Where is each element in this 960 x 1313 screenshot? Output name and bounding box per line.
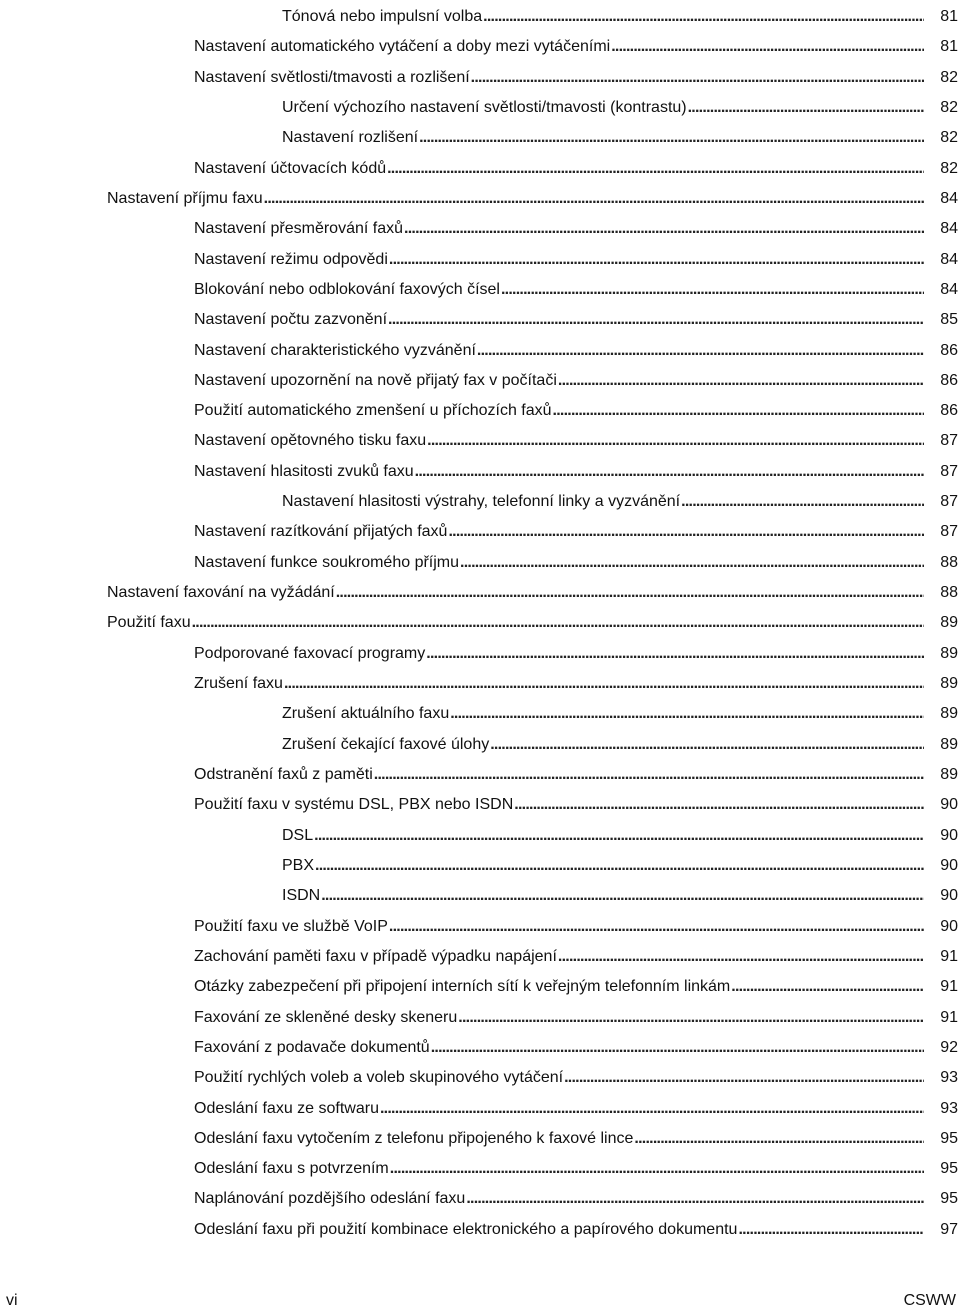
toc-dot-leader	[389, 250, 924, 270]
toc-entry-label: Určení výchozího nastavení světlosti/tmavosti (kontrastu)	[282, 98, 687, 116]
toc-dot-leader	[415, 462, 924, 482]
toc-dot-leader	[681, 492, 924, 512]
toc-entry-label: Nastavení charakteristického vyzvánění	[194, 341, 476, 359]
toc-entry-label: Tónová nebo impulsní volba	[282, 8, 483, 25]
toc-entry[interactable]	[194, 907, 958, 937]
toc-entry[interactable]	[282, 876, 958, 906]
toc-entry[interactable]	[194, 664, 958, 694]
toc-dot-leader	[388, 310, 924, 330]
toc-entry-label: Nastavení faxování na vyžádání	[107, 584, 335, 602]
toc-entry-label: Odeslání faxu ze softwaru	[194, 1099, 379, 1117]
toc-dot-leader	[390, 1159, 924, 1179]
toc-entry[interactable]	[194, 1149, 958, 1179]
toc-entry[interactable]	[282, 0, 958, 27]
toc-entry-page-number: 89	[940, 705, 958, 723]
toc-entry-page-number: 95	[940, 1160, 958, 1178]
toc-dot-leader	[558, 947, 924, 967]
toc-entry[interactable]	[194, 967, 958, 997]
toc-entry-page-number: 88	[940, 584, 958, 602]
toc-dot-leader	[404, 219, 924, 239]
toc-dot-leader	[419, 128, 924, 148]
toc-entry-page-number: 87	[940, 493, 958, 511]
toc-entry-page-number: 84	[940, 250, 958, 268]
toc-entry-label: Blokování nebo odblokování faxových čísel	[194, 280, 500, 298]
toc-entry-label: Nastavení rozlišení	[282, 129, 419, 147]
toc-entry-page-number: 88	[940, 553, 958, 571]
toc-entry-page-number: 89	[940, 644, 958, 662]
toc-dot-leader	[336, 583, 924, 603]
toc-entry[interactable]	[194, 1028, 958, 1058]
toc-entry-page-number: 95	[940, 1129, 958, 1147]
footer-doc-code: CSWW	[903, 1292, 956, 1309]
toc-dot-leader	[501, 280, 924, 300]
toc-entry[interactable]	[107, 603, 958, 633]
toc-entry[interactable]	[194, 755, 958, 785]
toc-entry[interactable]	[194, 1089, 958, 1119]
toc-entry-page-number: 84	[940, 189, 958, 207]
toc-entry-page-number: 90	[940, 796, 958, 814]
toc-entry[interactable]	[194, 361, 958, 391]
toc-entry[interactable]	[282, 694, 958, 724]
toc-dot-leader	[389, 917, 924, 937]
toc-dot-leader	[192, 613, 924, 633]
toc-entry-page-number: 87	[940, 462, 958, 480]
toc-entry[interactable]	[194, 58, 958, 88]
toc-dot-leader	[731, 977, 924, 997]
toc-entry-page-number: 82	[940, 98, 958, 116]
toc-entry-label: Nastavení světlosti/tmavosti a rozlišení	[194, 68, 470, 86]
toc-entry-page-number: 90	[940, 856, 958, 874]
toc-entry-label: Faxování ze skleněné desky skeneru	[194, 1008, 458, 1026]
toc-entry[interactable]	[107, 573, 958, 603]
toc-entry-page-number: 93	[940, 1069, 958, 1087]
toc-entry-label: Nastavení razítkování přijatých faxů	[194, 523, 448, 541]
toc-entry[interactable]	[194, 149, 958, 179]
toc-entry-page-number: 81	[940, 8, 958, 25]
toc-entry-page-number: 91	[940, 947, 958, 965]
toc-dot-leader	[490, 735, 924, 755]
toc-dot-leader	[387, 159, 924, 179]
page-footer	[0, 1290, 960, 1312]
toc-entry-page-number: 89	[940, 735, 958, 753]
toc-entry[interactable]	[194, 391, 958, 421]
toc-entry-label: Zrušení faxu	[194, 675, 283, 693]
toc-entry[interactable]	[282, 846, 958, 876]
toc-entry-page-number: 81	[940, 38, 958, 56]
toc-entry-page-number: 89	[940, 614, 958, 632]
toc-entry-page-number: 82	[940, 159, 958, 177]
toc-dot-leader	[634, 1129, 924, 1149]
toc-entry-label: Nastavení počtu zazvonění	[194, 311, 388, 329]
toc-dot-leader	[471, 68, 924, 88]
toc-entry-label: Nastavení režimu odpovědi	[194, 250, 388, 268]
toc-dot-leader	[564, 1068, 924, 1088]
toc-entry[interactable]	[194, 1179, 958, 1209]
toc-entry[interactable]	[194, 27, 958, 57]
toc-dot-leader	[458, 1008, 924, 1028]
toc-entry-page-number: 84	[940, 220, 958, 238]
toc-entry-label: Použití automatického zmenšení u příchozích faxů	[194, 402, 552, 420]
toc-dot-leader	[477, 341, 924, 361]
toc-entry-label: Nastavení hlasitosti výstrahy, telefonní linky a vyzvánění	[282, 493, 681, 511]
toc-entry-label: DSL	[282, 826, 314, 844]
toc-entry-page-number: 86	[940, 371, 958, 389]
toc-entry[interactable]	[194, 1119, 958, 1149]
toc-entry[interactable]	[194, 1058, 958, 1088]
toc-entry-page-number: 95	[940, 1190, 958, 1208]
toc-entry-label: Odeslání faxu vytočením z telefonu připojeného k faxové lince	[194, 1129, 634, 1147]
footer-page-number: vi	[6, 1292, 18, 1309]
toc-entry-label: Nastavení účtovacích kódů	[194, 159, 387, 177]
toc-entry-label: Naplánování pozdějšího odeslání faxu	[194, 1190, 466, 1208]
toc-dot-leader	[688, 98, 924, 118]
toc-entry-page-number: 87	[940, 432, 958, 450]
toc-entry-page-number: 82	[940, 129, 958, 147]
toc-entry-label: Odeslání faxu s potvrzením	[194, 1160, 389, 1178]
toc-entry-label: Nastavení funkce soukromého příjmu	[194, 553, 460, 571]
toc-dot-leader	[315, 856, 924, 876]
toc-dot-leader	[466, 1189, 924, 1209]
toc-dot-leader	[321, 886, 924, 906]
toc-dot-leader	[558, 371, 924, 391]
toc-entry-page-number: 86	[940, 341, 958, 359]
toc-entry-page-number: 86	[940, 402, 958, 420]
toc-dot-leader	[264, 189, 924, 209]
toc-entry-page-number: 84	[940, 280, 958, 298]
toc-entry-label: Nastavení opětovného tisku faxu	[194, 432, 427, 450]
toc-entry-label: Podporované faxovací programy	[194, 644, 426, 662]
toc-entry[interactable]	[194, 543, 958, 573]
toc-dot-leader	[450, 704, 924, 724]
toc-entry[interactable]	[194, 300, 958, 330]
toc-entry[interactable]	[282, 725, 958, 755]
toc-entry-page-number: 85	[940, 311, 958, 329]
toc-entry-label: Zachování paměti faxu v případě výpadku napájení	[194, 947, 557, 965]
toc-entry-label: Nastavení upozornění na nově přijatý fax v počítači	[194, 371, 557, 389]
toc-entry[interactable]	[194, 240, 958, 270]
toc-entry[interactable]	[194, 209, 958, 239]
toc-dot-leader	[314, 826, 924, 846]
toc-dot-leader	[611, 37, 924, 57]
toc-entry[interactable]	[194, 937, 958, 967]
toc-entry[interactable]	[194, 634, 958, 664]
toc-entry-label: Použití faxu	[107, 614, 191, 632]
toc-entry[interactable]	[282, 482, 958, 512]
toc-dot-leader	[448, 522, 924, 542]
toc-dot-leader	[427, 431, 924, 451]
toc-entry[interactable]	[194, 998, 958, 1028]
toc-dot-leader	[514, 795, 924, 815]
toc-entry-page-number: 92	[940, 1038, 958, 1056]
toc-dot-leader	[426, 644, 924, 664]
toc-entry-label: Nastavení příjmu faxu	[107, 189, 263, 207]
toc-entry-page-number: 87	[940, 523, 958, 541]
toc-entry-label: Použití rychlých voleb a voleb skupinového vytáčení	[194, 1069, 564, 1087]
toc-entry[interactable]	[194, 331, 958, 361]
toc-entry-label: Nastavení přesměrování faxů	[194, 220, 403, 238]
toc-entry-label: ISDN	[282, 887, 321, 905]
toc-entry[interactable]	[194, 421, 958, 451]
toc-entry-page-number: 90	[940, 887, 958, 905]
toc-entry-label: Zrušení čekající faxové úlohy	[282, 735, 490, 753]
toc-entry-page-number: 91	[940, 978, 958, 996]
toc-dot-leader	[374, 765, 924, 785]
toc-entry[interactable]	[194, 270, 958, 300]
toc-entry[interactable]	[282, 88, 958, 118]
toc-entry[interactable]	[282, 816, 958, 846]
toc-dot-leader	[460, 553, 924, 573]
toc-entry-page-number: 91	[940, 1008, 958, 1026]
toc-entry-label: PBX	[282, 856, 315, 874]
toc-dot-leader	[431, 1038, 924, 1058]
toc-entry-page-number: 93	[940, 1099, 958, 1117]
toc-entry[interactable]	[194, 785, 958, 815]
toc-dot-leader	[483, 7, 924, 27]
toc-entry-label: Odeslání faxu při použití kombinace elektronického a papírového dokumentu	[194, 1220, 738, 1238]
toc-entry-label: Nastavení hlasitosti zvuků faxu	[194, 462, 414, 480]
toc-dot-leader	[284, 674, 924, 694]
toc-entry-label: Otázky zabezpečení při připojení interních sítí k veřejným telefonním linkám	[194, 978, 731, 996]
toc-entry-page-number: 90	[940, 826, 958, 844]
toc-dot-leader	[553, 401, 924, 421]
toc-entry-label: Použití faxu v systému DSL, PBX nebo ISDN	[194, 796, 514, 814]
toc-entry-label: Nastavení automatického vytáčení a doby mezi vytáčeními	[194, 38, 611, 56]
toc-entry[interactable]	[282, 118, 958, 148]
toc-entry[interactable]	[194, 452, 958, 482]
toc-entry-label: Zrušení aktuálního faxu	[282, 705, 450, 723]
toc-entry-page-number: 90	[940, 917, 958, 935]
toc-entry[interactable]	[194, 512, 958, 542]
toc-entry-label: Odstranění faxů z paměti	[194, 766, 373, 783]
toc-entry-page-number: 89	[940, 675, 958, 693]
toc-dot-leader	[738, 1220, 924, 1240]
toc-dot-leader	[380, 1099, 924, 1119]
toc-entry-page-number: 97	[940, 1220, 958, 1238]
toc-entry-page-number: 89	[940, 766, 958, 783]
toc-entry-page-number: 82	[940, 68, 958, 86]
toc-entry-label: Použití faxu ve službě VoIP	[194, 917, 388, 935]
toc-entry[interactable]	[194, 1210, 958, 1240]
toc-entry-label: Faxování z podavače dokumentů	[194, 1038, 430, 1056]
toc-entry[interactable]	[107, 179, 958, 209]
